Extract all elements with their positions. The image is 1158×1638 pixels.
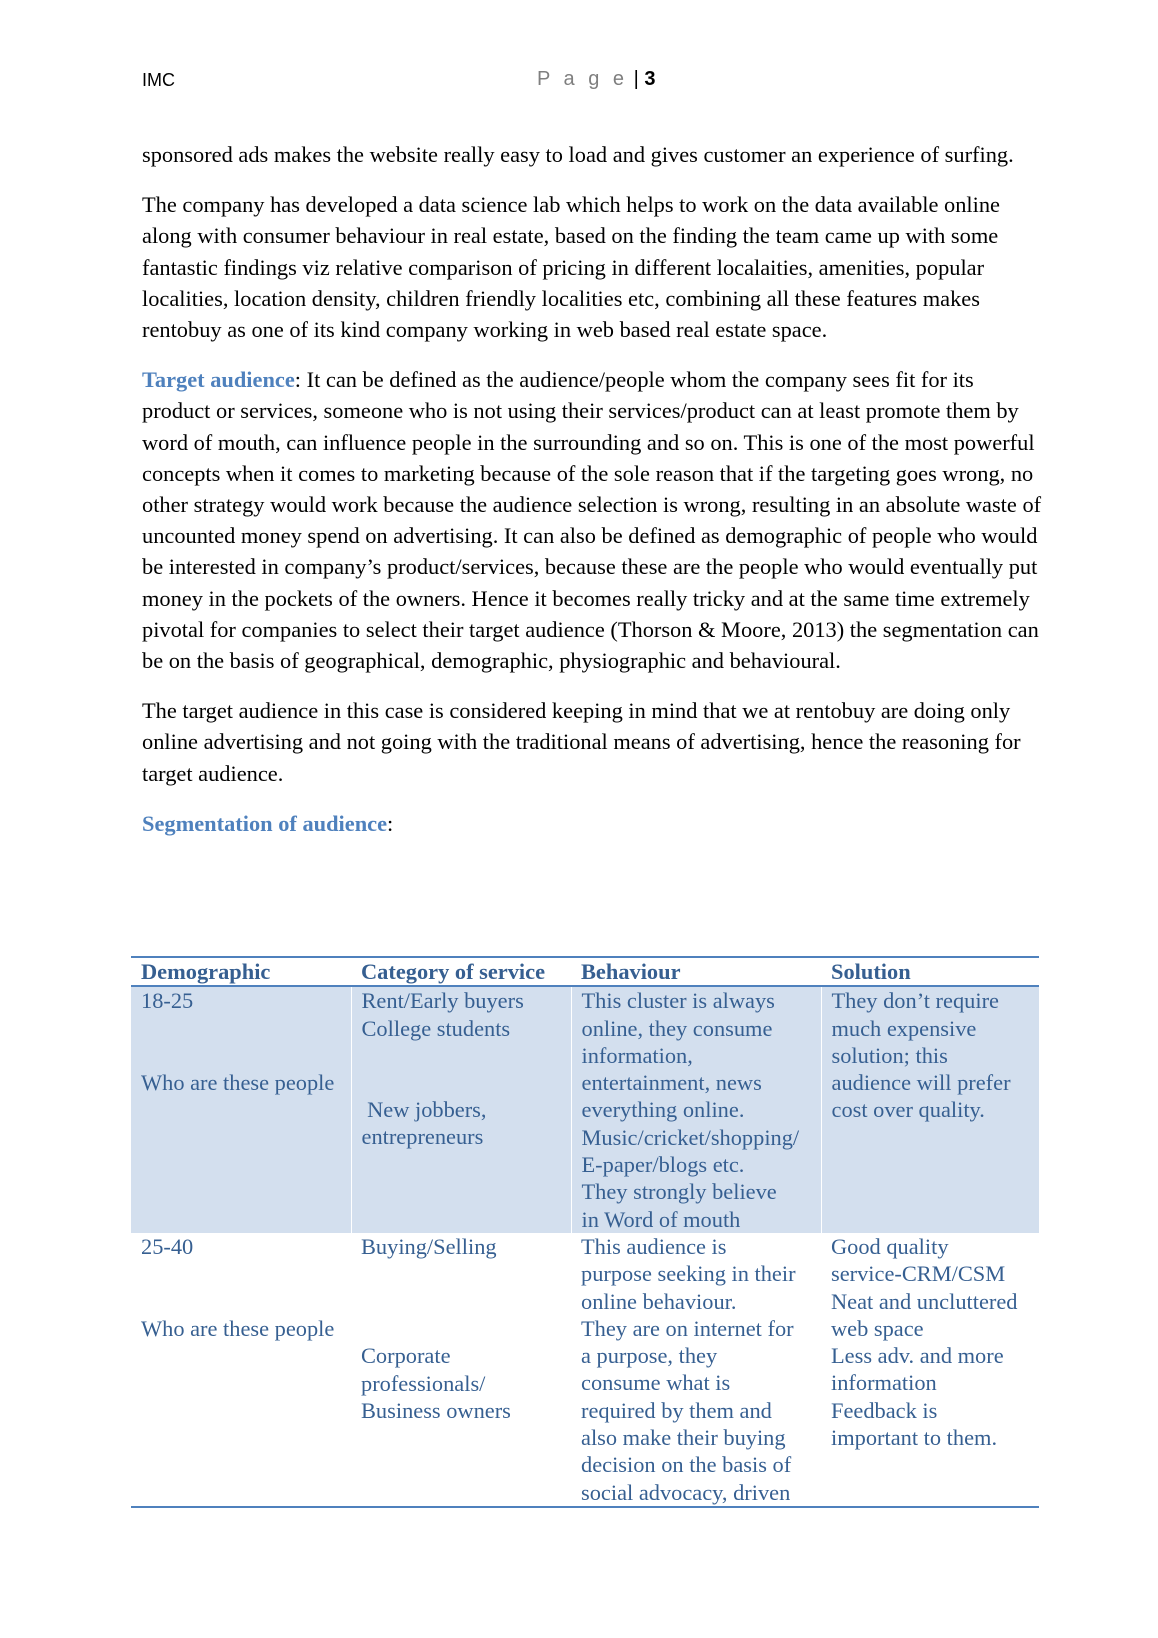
behaviour-line: purpose seeking in their xyxy=(581,1261,796,1287)
demographic-age: 25-40 xyxy=(141,1233,194,1259)
header-category: Category of service xyxy=(361,959,546,984)
solution-line: solution; this xyxy=(831,1042,948,1068)
behaviour-line: Music/cricket/shopping/ xyxy=(581,1124,800,1150)
behaviour-line: social advocacy, driven xyxy=(581,1479,791,1505)
paragraph-2: The company has developed a data science lab which helps to work on the data available online along with consumer behaviour in real estate, based on the finding the team came up with some fantastic findings viz relative comparison of pricing in different localaities, amenities, popular localities, location density, children friendly localities etc, combining all these features makes rentobuy as one of its kind company working in web based real estate space. xyxy=(142,192,1000,343)
cell-solution xyxy=(821,986,1039,1233)
page-header xyxy=(142,68,1022,98)
segmentation-table xyxy=(131,956,1039,1508)
category-line: Rent/Early buyers xyxy=(361,988,524,1014)
behaviour-line: online behaviour. xyxy=(581,1288,737,1314)
behaviour-line: online, they consume xyxy=(581,1015,773,1041)
behaviour-line: in Word of mouth xyxy=(581,1206,741,1232)
behaviour-line: required by them and xyxy=(581,1397,772,1423)
solution-line: Less adv. and more xyxy=(831,1343,1004,1369)
paragraph-target-audience-case: The target audience in this case is considered keeping in mind that we at rentobuy are doing only online advertising and not going with the traditional means of advertising, hence the reasoning for target audience. xyxy=(142,698,1021,786)
category-extra: Corporate professionals/ Business owners xyxy=(361,1343,511,1423)
behaviour-line: consume what is xyxy=(581,1370,731,1396)
behaviour-line: E-paper/blogs etc. xyxy=(581,1152,745,1178)
solution-line: audience will prefer xyxy=(831,1070,1011,1096)
table-row xyxy=(131,1233,1039,1507)
cell-category xyxy=(351,986,571,1233)
header-title: IMC xyxy=(142,70,175,90)
table-header-row xyxy=(131,957,1039,986)
segmentation-title: Segmentation of audience xyxy=(142,810,388,836)
page-label: P a g e xyxy=(537,68,629,90)
cell-behaviour xyxy=(571,1233,821,1507)
header-demographic: Demographic xyxy=(141,959,271,984)
behaviour-line: decision on the basis of xyxy=(581,1452,792,1478)
behaviour-line: They strongly believe xyxy=(581,1179,777,1205)
behaviour-line: information, xyxy=(581,1042,693,1068)
category-line: Buying/Selling xyxy=(361,1233,497,1259)
page-separator: | xyxy=(633,68,639,90)
target-audience-paragraph xyxy=(142,364,1042,676)
target-audience-heading: Target audience xyxy=(142,367,295,393)
solution-line: service-CRM/CSM xyxy=(831,1261,1006,1287)
header-behaviour: Behaviour xyxy=(581,959,681,984)
segmentation-colon: : xyxy=(387,810,394,836)
category-extra: New jobbers, entrepreneurs xyxy=(361,1096,493,1150)
solution-line: Neat and uncluttered xyxy=(831,1288,1018,1314)
behaviour-line: This cluster is always xyxy=(581,988,775,1014)
behaviour-line: a purpose, they xyxy=(581,1343,718,1369)
category-line: College students xyxy=(361,1015,511,1041)
solution-line: information xyxy=(831,1370,937,1396)
solution-line: important to them. xyxy=(831,1425,998,1451)
solution-line: much expensive xyxy=(831,1015,977,1041)
behaviour-line: also make their buying xyxy=(581,1425,786,1451)
behaviour-line: everything online. xyxy=(581,1097,745,1123)
solution-line: They don’t require xyxy=(831,988,999,1014)
behaviour-line: entertainment, news xyxy=(581,1070,762,1096)
solution-line: Feedback is xyxy=(831,1397,938,1423)
behaviour-line: This audience is xyxy=(581,1233,727,1259)
table-row xyxy=(131,986,1039,1233)
cell-demographic xyxy=(131,986,351,1233)
page-number: 3 xyxy=(644,68,656,90)
cell-behaviour xyxy=(571,986,821,1233)
solution-line: cost over quality. xyxy=(831,1097,985,1123)
cell-demographic xyxy=(131,1233,351,1507)
paragraph-1: sponsored ads makes the website really easy to load and gives customer an experience of surfing. xyxy=(142,142,1014,167)
solution-line: web space xyxy=(831,1315,924,1341)
document-body xyxy=(142,139,1042,858)
cell-solution xyxy=(821,1233,1039,1507)
target-audience-text: : It can be defined as the audience/people whom the company sees fit for its product or services, someone who is not using their services/product can at least promote them by word of mouth, can influence people in the surrounding and so on. This is one of the most powerful concepts when it comes to marketing because of the sole reason that if the targeting goes wrong, no other strategy would work because the audience selection is wrong, resulting in an absolute waste of uncounted money spend on advertising. It can also be defined as demographic of people who would be interested in company’s product/services, because these are the people who would eventually put money in the pockets of the owners. Hence it becomes really tricky and at the same time extremely pivotal for companies to select their target audience (Thorson & Moore, 2013) the segmentation can be on the basis of geographical, demographic, physiographic and behavioural. xyxy=(142,367,1042,674)
cell-category xyxy=(351,1233,571,1507)
header-solution: Solution xyxy=(831,959,911,984)
demographic-who: Who are these people xyxy=(141,1069,335,1095)
solution-line: Good quality xyxy=(831,1233,949,1259)
demographic-age: 18-25 xyxy=(141,988,194,1014)
page-indicator xyxy=(537,68,655,91)
behaviour-line: They are on internet for xyxy=(581,1315,794,1341)
segmentation-heading xyxy=(142,808,1042,839)
demographic-who: Who are these people xyxy=(141,1316,335,1342)
